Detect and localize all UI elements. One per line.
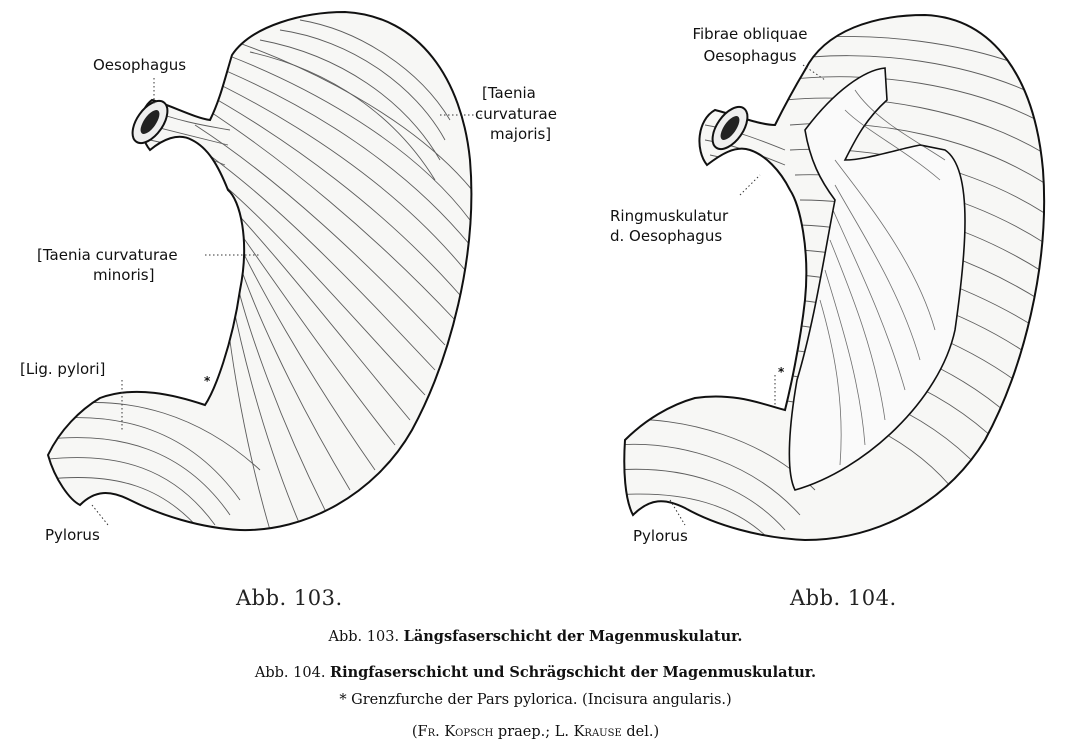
caption-prefix: Abb. 104. [254,665,326,681]
caption-title: Längsfaserschicht der Magenmuskulatur. [403,628,743,645]
label-ringmuskulatur-oesophagus: d. Oesophagus [610,227,723,245]
label-pylorus: Pylorus [45,526,100,544]
label-ringmuskulatur: Ringmuskulatur [610,207,729,225]
label-taenia-minor-line1: [Taenia curvaturae [37,246,178,264]
credits-mid: praep.; [493,724,555,740]
label-taenia-major-line2: curvaturae [475,105,557,123]
credits-author-krause: L. Krause [554,724,622,740]
figure-104 [535,0,1071,590]
stomach-circular-oblique-illustration [535,0,1071,590]
label-pylorus: Pylorus [633,527,688,545]
asterisk-marker: * [778,365,785,379]
credits-author-kopsch: Fr. Kopsch [417,724,494,740]
caption-footnote: * Grenzfurche der Pars pylorica. (Incisura angularis.) [339,692,732,708]
stomach-longitudinal-illustration [0,0,535,590]
label-fibrae-obliquae: Fibrae obliquae [692,25,808,43]
figure-103 [0,0,557,590]
figure-number-104: Abb. 104. [790,586,897,610]
label-taenia-minor-line2: minoris] [93,266,155,284]
label-fibrae-oesophagus: Oesophagus [703,47,797,65]
caption-credits [0,724,1071,740]
caption-prefix: Abb. 103. [328,629,400,645]
label-lig-pylori: [Lig. pylori] [20,360,106,378]
caption-line-104 [0,664,1071,681]
figure-number-103: Abb. 103. [236,586,343,610]
credits-end: del.) [621,724,660,740]
asterisk-marker: * [204,374,211,388]
label-taenia-major-line1: [Taenia [482,84,536,102]
label-taenia-major-line3: majoris] [490,125,552,143]
credits-open: ( [411,724,418,740]
caption-title: Ringfaserschicht und Schrägschicht der Magenmuskulatur. [330,664,817,681]
caption-line-103 [0,628,1071,645]
label-oesophagus: Oesophagus [93,56,187,74]
